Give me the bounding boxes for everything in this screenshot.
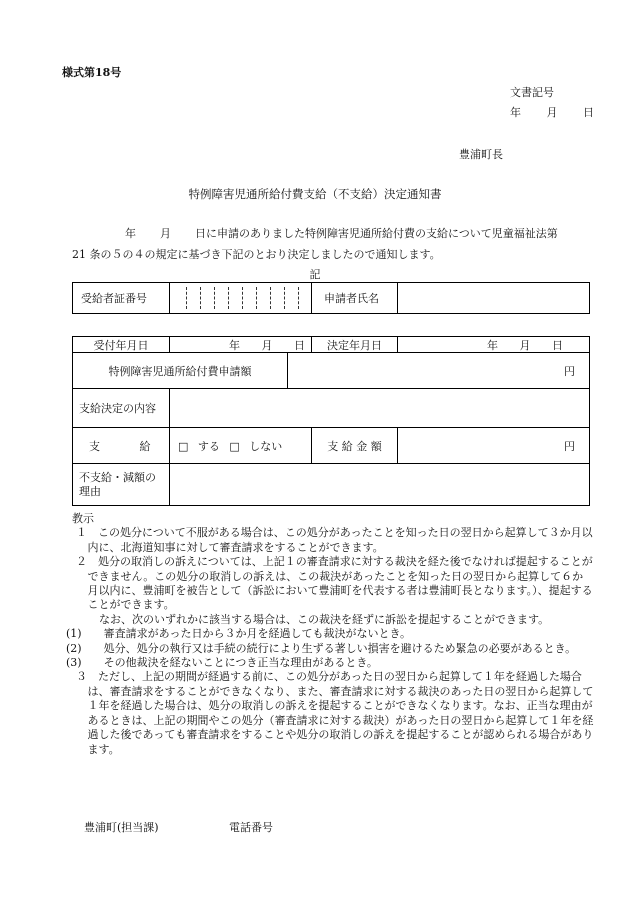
decision-table [72,336,590,506]
body-line-1 [125,225,558,241]
application-amount-label: 特例障害児通所給付費申請額 [73,352,287,388]
ki-marker: 記 [309,268,321,281]
reason-label: 不支給・減額の理由 [73,463,169,505]
applicant-name-value [397,283,589,313]
payment-options: □ する □ しない [169,427,311,463]
decision-date-value: 年 月 日 [397,337,589,352]
body-line-1-text: 日に申請のありました特例障害児通所給付費の支給について児童福祉法第 [195,227,558,240]
reason-value [169,463,589,505]
form-number: 様式第18号 [62,66,122,79]
note-2-supplement: なお、次のいずれかに該当する場合は、この裁決を経ずに訴訟を提起することができます。 [99,612,550,626]
document-title: 特例障害児通所給付費支給（不支給）決定通知書 [188,187,442,201]
applicant-name-label: 申請者氏名 [311,283,397,313]
recipient-table [72,282,590,314]
application-amount-value: 円 [287,352,589,388]
notes-heading: 教示 [72,512,94,525]
note-3: ３ ただし、上記の期間が経過する前に、この処分があった日の翌日から起算して１年を経過した場合は、審査請求をすることができなくなり、また、審査請求に対する裁決のあった日の翌日から起算して１年を経過した場合は、処分の取消しの訴えを提起することができなくなります。なお、正当な理由があるときは、上記の期間やこの処分（審査請求に対する裁決）があった日の翌日から起算して１年を経過した後であっても審査請求をすることや処分の取消しの訴えを提起することが認められる場合があります。 [76,670,594,756]
received-date-value: 年 月 日 [169,337,311,352]
payment-amount-label: 支 給 金 額 [311,427,397,463]
sub-note-1: (1) 審査請求があった日から３か月を経過しても裁決がないとき。 [66,627,412,641]
decision-date-label: 決定年月日 [311,337,397,352]
footer-phone-label: 電話番号 [229,821,273,834]
decision-content-value [169,388,589,427]
document-number-label: 文書記号 [510,86,554,99]
payment-label: 支 給 [73,427,169,463]
body-line-2: 21 条の５の４の規定に基づき下記のとおり決定しましたので通知します。 [72,248,441,261]
notes-section [66,512,594,757]
note-1: １ この処分について不服がある場合は、この処分があったことを知った日の翌日から起算して３か月以内に、北海道知事に対して審査請求をすることができます。 [76,526,593,554]
sub-note-3: (3) その他裁決を経ないことにつき正当な理由があるとき。 [66,656,378,670]
recipient-number-label: 受給者証番号 [81,292,147,305]
issue-date: 年 月 日 [510,106,594,119]
footer-department: 豊浦町(担当課) [84,821,159,834]
note-2: ２ 処分の取消しの訴えについては、上記１の審査請求に対する裁決を経た後でなければ提起することができません。この処分の取消しの訴えは、この裁決があったことを知った日の翌日から起算して６か月以内に、豊浦町を被告として（訴訟において豊浦町を代表する者は豊浦町長となります。）、提起することができます。 [76,555,593,612]
body-month: 月 [160,227,171,240]
decision-content-label: 支給決定の内容 [73,388,169,427]
issuer-name: 豊浦町長 [459,148,503,161]
body-year: 年 [125,227,136,240]
recipient-number-boxes [169,283,311,313]
received-date-label: 受付年月日 [93,338,149,352]
sub-note-2: (2) 処分、処分の執行又は手続の続行により生ずる著しい損害を避けるため緊急の必要があるとき。 [66,641,577,655]
payment-amount-value: 円 [397,427,589,463]
